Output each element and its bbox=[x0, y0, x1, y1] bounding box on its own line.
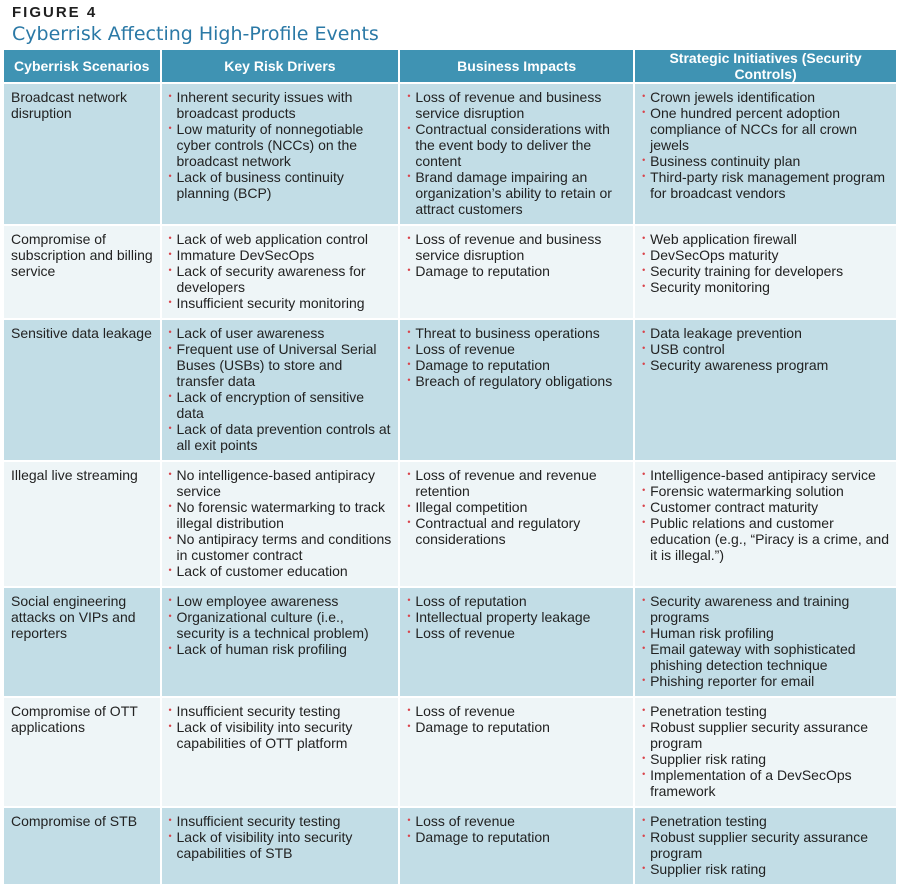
key-risk-drivers-cell bbox=[162, 320, 399, 462]
scenario-cell: Compromise of STB bbox=[4, 808, 160, 886]
initiative-item: • Security monitoring bbox=[642, 279, 890, 295]
initiative-item: • Web application firewall bbox=[642, 231, 890, 247]
impact-item: • Threat to business operations bbox=[407, 325, 627, 341]
driver-item: • Low employee awareness bbox=[169, 593, 393, 609]
impact-item: • Damage to reputation bbox=[407, 719, 627, 735]
bullet-list bbox=[169, 703, 393, 751]
driver-item: • Organizational culture (i.e., security is a technical problem) bbox=[169, 609, 393, 641]
impact-item: • Loss of revenue bbox=[407, 813, 627, 829]
driver-item: • Lack of web application control bbox=[169, 231, 393, 247]
key-risk-drivers-cell bbox=[162, 84, 399, 226]
table-row bbox=[4, 698, 896, 808]
cyberrisk-table bbox=[2, 50, 898, 886]
bullet-list bbox=[407, 703, 627, 735]
bullet-list bbox=[169, 89, 393, 201]
strategic-initiatives-cell bbox=[635, 320, 896, 462]
bullet-list bbox=[169, 467, 393, 579]
business-impacts-cell bbox=[400, 698, 633, 808]
initiative-item: • Crown jewels identification bbox=[642, 89, 890, 105]
initiative-item: • Security awareness and training programs bbox=[642, 593, 890, 625]
driver-item: • Lack of customer education bbox=[169, 563, 393, 579]
impact-item: • Damage to reputation bbox=[407, 829, 627, 845]
strategic-initiatives-cell bbox=[635, 84, 896, 226]
strategic-initiatives-cell bbox=[635, 226, 896, 320]
impact-item: • Contractual and regulatory considerations bbox=[407, 515, 627, 547]
initiative-item: • Human risk profiling bbox=[642, 625, 890, 641]
key-risk-drivers-cell bbox=[162, 698, 399, 808]
bullet-list bbox=[407, 231, 627, 279]
initiative-item: • Public relations and customer education (e.g., “Piracy is a crime, and it is illegal.”) bbox=[642, 515, 890, 563]
bullet-list bbox=[642, 467, 890, 563]
initiative-item: • Robust supplier security assurance program bbox=[642, 829, 890, 861]
driver-item: • Inherent security issues with broadcast products bbox=[169, 89, 393, 121]
strategic-initiatives-cell bbox=[635, 462, 896, 588]
scenario-cell: Compromise of subscription and billing service bbox=[4, 226, 160, 320]
bullet-list bbox=[407, 813, 627, 845]
figure-title: Cyberrisk Affecting High-Profile Events bbox=[12, 23, 379, 45]
bullet-list bbox=[169, 231, 393, 311]
bullet-list bbox=[642, 703, 890, 799]
impact-item: • Loss of revenue bbox=[407, 625, 627, 641]
impact-item: • Brand damage impairing an organization’s ability to retain or attract customers bbox=[407, 169, 627, 217]
initiative-item: • Phishing reporter for email bbox=[642, 673, 890, 689]
impact-item: • Contractual considerations with the event body to deliver the content bbox=[407, 121, 627, 169]
initiative-item: • Business continuity plan bbox=[642, 153, 890, 169]
bullet-list bbox=[642, 593, 890, 689]
bullet-list bbox=[642, 325, 890, 373]
impact-item: • Loss of reputation bbox=[407, 593, 627, 609]
impact-item: • Illegal competition bbox=[407, 499, 627, 515]
driver-item: • No forensic watermarking to track illegal distribution bbox=[169, 499, 393, 531]
impact-item: • Loss of revenue bbox=[407, 703, 627, 719]
scenario-cell: Social engineering attacks on VIPs and reporters bbox=[4, 588, 160, 698]
driver-item: • Lack of business continuity planning (BCP) bbox=[169, 169, 393, 201]
bullet-list bbox=[407, 325, 627, 389]
business-impacts-cell bbox=[400, 320, 633, 462]
bullet-list bbox=[169, 593, 393, 657]
table-row bbox=[4, 84, 896, 226]
initiative-item: • Supplier risk rating bbox=[642, 861, 890, 877]
driver-item: • Lack of human risk profiling bbox=[169, 641, 393, 657]
initiative-item: • Penetration testing bbox=[642, 813, 890, 829]
driver-item: • Lack of security awareness for developers bbox=[169, 263, 393, 295]
strategic-initiatives-cell bbox=[635, 808, 896, 886]
driver-item: • Insufficient security testing bbox=[169, 813, 393, 829]
initiative-item: • One hundred percent adoption compliance of NCCs for all crown jewels bbox=[642, 105, 890, 153]
key-risk-drivers-cell bbox=[162, 588, 399, 698]
bullet-list bbox=[642, 813, 890, 877]
driver-item: • Lack of encryption of sensitive data bbox=[169, 389, 393, 421]
initiative-item: • Third-party risk management program for broadcast vendors bbox=[642, 169, 890, 201]
initiative-item: • Intelligence-based antipiracy service bbox=[642, 467, 890, 483]
scenario-cell: Compromise of OTT applications bbox=[4, 698, 160, 808]
header-strategic-initiatives: Strategic Initiatives (Security Controls) bbox=[635, 50, 896, 84]
initiative-item: • Security awareness program bbox=[642, 357, 890, 373]
driver-item: • Low maturity of nonnegotiable cyber controls (NCCs) on the broadcast network bbox=[169, 121, 393, 169]
driver-item: • Lack of visibility into security capabilities of OTT platform bbox=[169, 719, 393, 751]
driver-item: • Frequent use of Universal Serial Buses (USBs) to store and transfer data bbox=[169, 341, 393, 389]
bullet-list bbox=[407, 467, 627, 547]
impact-item: • Breach of regulatory obligations bbox=[407, 373, 627, 389]
initiative-item: • Supplier risk rating bbox=[642, 751, 890, 767]
initiative-item: • Penetration testing bbox=[642, 703, 890, 719]
bullet-list bbox=[169, 325, 393, 453]
driver-item: • No antipiracy terms and conditions in customer contract bbox=[169, 531, 393, 563]
bullet-list bbox=[407, 89, 627, 217]
table-row bbox=[4, 320, 896, 462]
header-row bbox=[4, 50, 896, 84]
driver-item: • Immature DevSecOps bbox=[169, 247, 393, 263]
initiative-item: • Security training for developers bbox=[642, 263, 890, 279]
impact-item: • Damage to reputation bbox=[407, 263, 627, 279]
bullet-list bbox=[407, 593, 627, 641]
initiative-item: • Customer contract maturity bbox=[642, 499, 890, 515]
initiative-item: • Forensic watermarking solution bbox=[642, 483, 890, 499]
business-impacts-cell bbox=[400, 84, 633, 226]
initiative-item: • Data leakage prevention bbox=[642, 325, 890, 341]
impact-item: • Damage to reputation bbox=[407, 357, 627, 373]
table-row bbox=[4, 226, 896, 320]
scenario-cell: Sensitive data leakage bbox=[4, 320, 160, 462]
business-impacts-cell bbox=[400, 462, 633, 588]
key-risk-drivers-cell bbox=[162, 808, 399, 886]
initiative-item: • Email gateway with sophisticated phishing detection technique bbox=[642, 641, 890, 673]
impact-item: • Intellectual property leakage bbox=[407, 609, 627, 625]
strategic-initiatives-cell bbox=[635, 588, 896, 698]
table-row bbox=[4, 588, 896, 698]
key-risk-drivers-cell bbox=[162, 462, 399, 588]
impact-item: • Loss of revenue and business service disruption bbox=[407, 89, 627, 121]
driver-item: • Lack of visibility into security capabilities of STB bbox=[169, 829, 393, 861]
business-impacts-cell bbox=[400, 808, 633, 886]
scenario-cell: Broadcast network disruption bbox=[4, 84, 160, 226]
initiative-item: • USB control bbox=[642, 341, 890, 357]
driver-item: • Insufficient security monitoring bbox=[169, 295, 393, 311]
driver-item: • Lack of user awareness bbox=[169, 325, 393, 341]
business-impacts-cell bbox=[400, 588, 633, 698]
header-cyberrisk-scenarios: Cyberrisk Scenarios bbox=[4, 50, 160, 84]
table-body bbox=[4, 84, 896, 886]
impact-item: • Loss of revenue and revenue retention bbox=[407, 467, 627, 499]
strategic-initiatives-cell bbox=[635, 698, 896, 808]
bullet-list bbox=[169, 813, 393, 861]
driver-item: • No intelligence-based antipiracy service bbox=[169, 467, 393, 499]
business-impacts-cell bbox=[400, 226, 633, 320]
initiative-item: • Implementation of a DevSecOps framework bbox=[642, 767, 890, 799]
bullet-list bbox=[642, 89, 890, 201]
table-row bbox=[4, 808, 896, 886]
key-risk-drivers-cell bbox=[162, 226, 399, 320]
driver-item: • Insufficient security testing bbox=[169, 703, 393, 719]
impact-item: • Loss of revenue bbox=[407, 341, 627, 357]
driver-item: • Lack of data prevention controls at all exit points bbox=[169, 421, 393, 453]
initiative-item: • DevSecOps maturity bbox=[642, 247, 890, 263]
bullet-list bbox=[642, 231, 890, 295]
scenario-cell: Illegal live streaming bbox=[4, 462, 160, 588]
header-key-risk-drivers: Key Risk Drivers bbox=[162, 50, 399, 84]
impact-item: • Loss of revenue and business service disruption bbox=[407, 231, 627, 263]
header-business-impacts: Business Impacts bbox=[400, 50, 633, 84]
initiative-item: • Robust supplier security assurance program bbox=[642, 719, 890, 751]
figure-label: FIGURE 4 bbox=[12, 4, 98, 21]
table-row bbox=[4, 462, 896, 588]
